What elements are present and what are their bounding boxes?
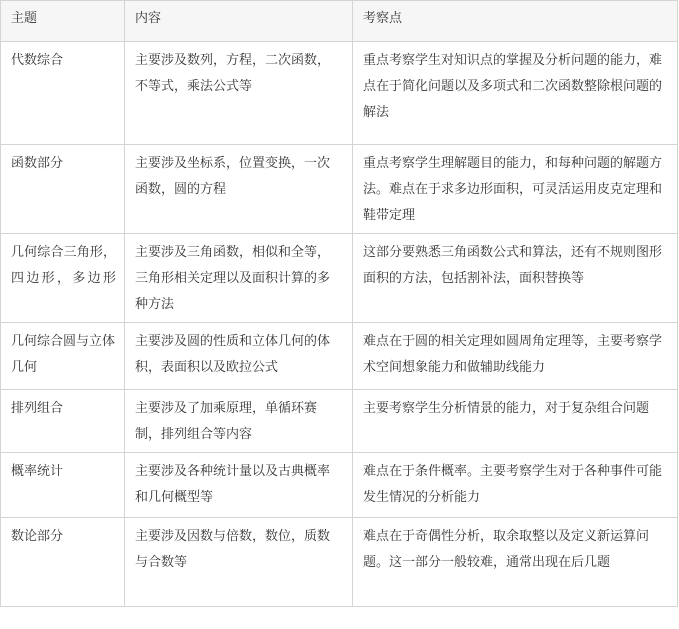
table-row <box>1 390 678 453</box>
content-cell: 主要涉及三角函数，相似和全等，三角形相关定理以及面积计算的多种方法 <box>125 234 353 323</box>
points-cell: 难点在于奇偶性分析，取余取整以及定义新运算问题。这一部分一般较难，通常出现在后几题 <box>353 518 678 607</box>
topic-cell: 几何综合圆与立体几何 <box>1 323 125 390</box>
content-cell: 主要涉及坐标系，位置变换，一次函数，圆的方程 <box>125 145 353 234</box>
topic-cell: 概率统计 <box>1 453 125 518</box>
content-cell: 主要涉及圆的性质和立体几何的体积，表面积以及欧拉公式 <box>125 323 353 390</box>
topic-cell: 排列组合 <box>1 390 125 453</box>
points-cell: 重点考察学生对知识点的掌握及分析问题的能力，难点在于简化问题以及多项式和二次函数整除根问题的解法 <box>353 42 678 145</box>
table-body <box>1 42 678 607</box>
header-content: 内容 <box>125 1 353 42</box>
content-cell: 主要涉及因数与倍数，数位，质数与合数等 <box>125 518 353 607</box>
points-cell: 难点在于圆的相关定理如圆周角定理等，主要考察学术空间想象能力和做辅助线能力 <box>353 323 678 390</box>
content-cell: 主要涉及数列，方程，二次函数，不等式，乘法公式等 <box>125 42 353 145</box>
points-cell: 这部分要熟悉三角函数公式和算法，还有不规则图形面积的方法，包括割补法，面积替换等 <box>353 234 678 323</box>
topic-cell: 数论部分 <box>1 518 125 607</box>
content-cell: 主要涉及各种统计量以及古典概率和几何概型等 <box>125 453 353 518</box>
table-row <box>1 145 678 234</box>
topic-cell: 几何综合三角形，四边形，多边形 <box>1 234 125 323</box>
table-header <box>1 1 678 42</box>
points-cell: 难点在于条件概率。主要考察学生对于各种事件可能发生情况的分析能力 <box>353 453 678 518</box>
topic-cell: 函数部分 <box>1 145 125 234</box>
table-row <box>1 518 678 607</box>
header-row <box>1 1 678 42</box>
header-topic: 主题 <box>1 1 125 42</box>
table-row <box>1 234 678 323</box>
content-cell: 主要涉及了加乘原理，单循环赛制，排列组合等内容 <box>125 390 353 453</box>
topic-cell: 代数综合 <box>1 42 125 145</box>
table-row <box>1 42 678 145</box>
table-row <box>1 453 678 518</box>
table-row <box>1 323 678 390</box>
header-points: 考察点 <box>353 1 678 42</box>
points-cell: 主要考察学生分析情景的能力，对于复杂组合问题 <box>353 390 678 453</box>
points-cell: 重点考察学生理解题目的能力，和每种问题的解题方法。难点在于求多边形面积，可灵活运用皮克定理和鞋带定理 <box>353 145 678 234</box>
